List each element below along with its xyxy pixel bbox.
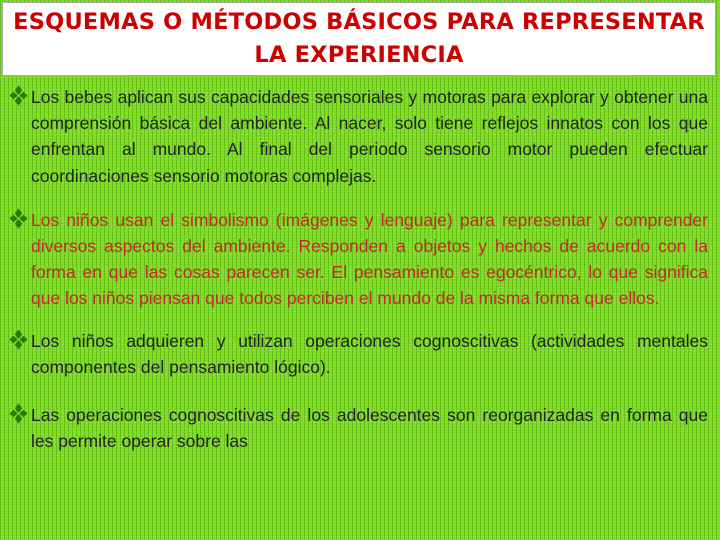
bullet-item-preoperational (8, 207, 708, 312)
bullet-text: Los bebes aplican sus capacidades sensoriales y motoras para explorar y obtener una comprensión básica del ambiente. Al nacer, solo tiene reflejos innatos con los que enfrentan al mundo. Al final del periodo sensorio motor pueden efectuar coordinaciones sensorio motoras complejas. (31, 87, 708, 186)
bullet-item-formal-operations (8, 402, 708, 454)
title-box (2, 2, 716, 76)
bullet-list (8, 84, 708, 472)
bullet-item-sensorimotor (8, 84, 708, 189)
bullet-text: Los niños adquieren y utilizan operaciones cognoscitivas (actividades mentales componentes del pensamiento lógico). (31, 330, 708, 377)
bullet-item-concrete-operations (8, 328, 708, 380)
diamond-bullet-icon (9, 85, 28, 107)
diamond-bullet-icon (9, 403, 28, 425)
slide-title: ESQUEMAS O MÉTODOS BÁSICOS PARA REPRESENTAR LA EXPERIENCIA (13, 9, 705, 68)
bullet-text: Las operaciones cognoscitivas de los adolescentes son reorganizadas en forma que les permite operar sobre las (31, 405, 708, 452)
diamond-bullet-icon (9, 208, 28, 230)
bullet-text: Los niños usan el simbolismo (imágenes y lenguaje) para representar y comprender diversos aspectos del ambiente. Responden a objetos y hechos de acuerdo con la forma en que las cosas parecen ser. El pensamiento es egocéntrico, lo que significa que los niños piensan que todos perciben el mundo de la misma forma que ellos. (31, 209, 708, 309)
diamond-bullet-icon (9, 329, 28, 351)
